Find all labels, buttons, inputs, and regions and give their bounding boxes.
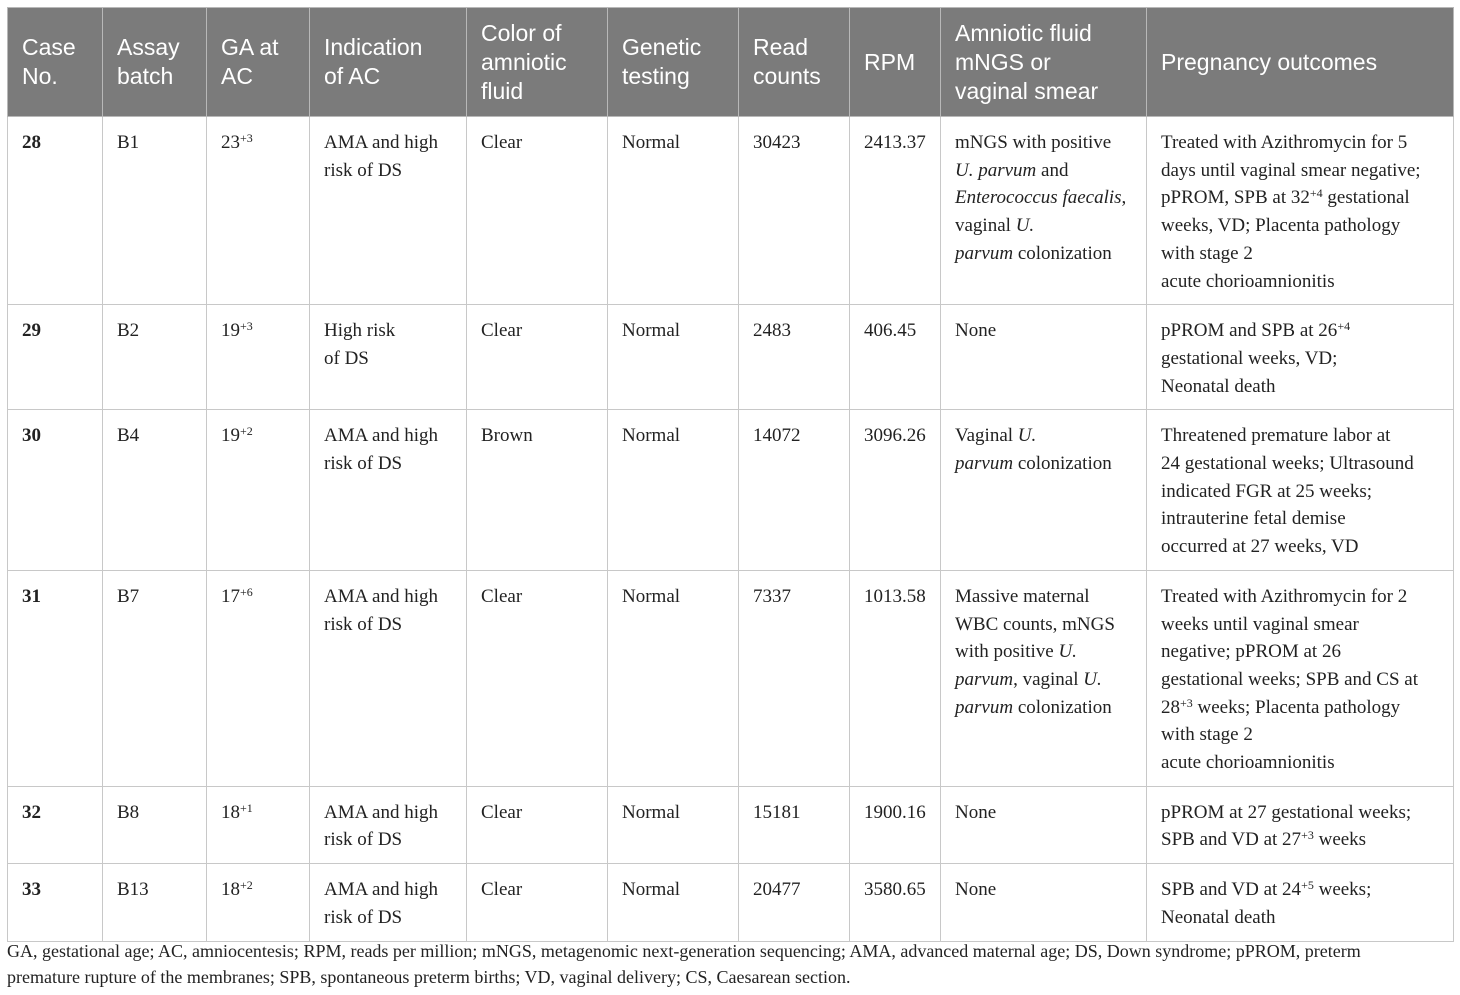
- column-header-line: Genetic: [622, 34, 702, 60]
- indication-line: AMA and high: [324, 801, 438, 823]
- italic-text: U. parvum: [955, 159, 1037, 181]
- pregnancy-outcome-cell: [1147, 117, 1454, 305]
- table-row: [8, 117, 1454, 305]
- assay-batch: B1: [117, 132, 140, 153]
- column-header: [1147, 8, 1454, 117]
- column-header-line: Color of: [481, 19, 562, 46]
- rpm-value: 3580.65: [864, 879, 926, 901]
- ga-cell: [207, 117, 310, 305]
- case-number-cell: [8, 117, 103, 305]
- table-container: [7, 7, 1453, 942]
- cell-text: negative; pPROM at 26: [1161, 641, 1341, 663]
- column-header-line: RPM: [864, 48, 916, 75]
- indication-line: High risk: [324, 320, 396, 342]
- fluid-color-cell: [467, 117, 608, 305]
- ga-days: +3: [240, 319, 253, 334]
- cell-text: intrauterine fetal demise: [1161, 508, 1346, 530]
- cell-line: [955, 666, 1140, 694]
- table-row: [8, 786, 1454, 863]
- case-number-cell: [8, 410, 103, 571]
- column-header: [608, 8, 739, 117]
- cell-line: [1161, 184, 1447, 212]
- ga-cell: [207, 410, 310, 571]
- read-counts: 7337: [753, 585, 791, 607]
- superscript: +4: [1309, 186, 1323, 201]
- cell-line: [1161, 212, 1447, 240]
- column-header-line: Case: [22, 34, 76, 60]
- indication-line: risk of DS: [324, 453, 403, 475]
- cell-text: Treated with Azithromycin for 2: [1161, 585, 1408, 607]
- cell-line: [955, 422, 1140, 450]
- cell-text: None: [955, 801, 997, 823]
- ga-weeks: 19: [221, 425, 240, 447]
- indication-line: AMA and high: [324, 132, 438, 153]
- cell-text: SPB and VD at 24: [1161, 879, 1302, 901]
- cell-text: gestational weeks; SPB and CS at: [1161, 668, 1419, 690]
- italic-text: parvum: [955, 453, 1014, 475]
- rpm-cell: [850, 410, 941, 571]
- read-counts-cell: [739, 570, 850, 786]
- ga-days: +2: [240, 878, 253, 893]
- assay-batch: B8: [117, 801, 140, 823]
- assay-batch-cell: [103, 864, 207, 941]
- mngs-cell: [941, 410, 1147, 571]
- cell-text: with stage 2: [1161, 242, 1253, 264]
- table-body: [8, 117, 1454, 942]
- case-number: 29: [22, 320, 41, 342]
- cell-text: gestational: [1322, 187, 1410, 209]
- genetic-testing-cell: [608, 305, 739, 410]
- cell-line: [1161, 268, 1447, 296]
- cell-line: [1161, 240, 1447, 268]
- cell-text: indicated FGR at 25 weeks;: [1161, 480, 1373, 502]
- read-counts-cell: [739, 410, 850, 571]
- column-header-line: Indication: [324, 34, 423, 60]
- cell-line: [955, 240, 1140, 268]
- column-header-line: testing: [622, 63, 690, 89]
- footnote-line: premature rupture of the membranes; SPB, spontaneous preterm births; VD, vaginal delivery; CS, Caesarean section.: [7, 967, 851, 987]
- ga-weeks: 18: [221, 801, 240, 823]
- read-counts: 20477: [753, 879, 801, 901]
- cell-line: [1161, 129, 1447, 157]
- indication-line: AMA and high: [324, 425, 438, 447]
- genetic-testing: Normal: [622, 320, 681, 342]
- indication-cell: [310, 864, 467, 941]
- cell-text: with stage 2: [1161, 724, 1253, 746]
- italic-text: parvum: [955, 242, 1014, 264]
- case-number-cell: [8, 570, 103, 786]
- header-row: [8, 8, 1454, 117]
- rpm-value: 1900.16: [864, 801, 926, 823]
- cell-text: 24 gestational weeks; Ultrasound: [1161, 453, 1414, 475]
- ga-days: +6: [240, 584, 253, 599]
- indication-cell: [310, 305, 467, 410]
- italic-text: U.: [1017, 425, 1037, 447]
- mngs-cell: [941, 864, 1147, 941]
- read-counts: 14072: [753, 425, 801, 447]
- italic-text: U.: [1015, 215, 1035, 237]
- pregnancy-outcome-cell: [1147, 864, 1454, 941]
- genetic-testing: Normal: [622, 425, 681, 447]
- column-header: [467, 8, 608, 117]
- ga-days: +2: [240, 424, 253, 439]
- table-footnote: [7, 938, 1453, 990]
- assay-batch: B7: [117, 585, 140, 607]
- cell-text: ,: [1121, 187, 1127, 209]
- cell-line: [955, 317, 1140, 345]
- cell-text: Neonatal death: [1161, 906, 1276, 928]
- rpm-cell: [850, 117, 941, 305]
- rpm-cell: [850, 570, 941, 786]
- cell-text: vaginal: [955, 215, 1016, 237]
- column-header-line: counts: [753, 63, 821, 89]
- ga-weeks: 18: [221, 879, 240, 901]
- column-header-line: mNGS or: [955, 48, 1051, 75]
- ga-days: +3: [240, 131, 253, 145]
- indication-line: of DS: [324, 347, 369, 369]
- cell-text: , vaginal: [1013, 668, 1084, 690]
- assay-batch-cell: [103, 570, 207, 786]
- fluid-color: Clear: [481, 879, 523, 901]
- italic-text: U.: [1058, 641, 1077, 663]
- cell-line: [1161, 876, 1447, 904]
- case-number: 33: [22, 879, 41, 901]
- read-counts: 2483: [753, 320, 791, 342]
- ga-cell: [207, 570, 310, 786]
- cell-line: [1161, 666, 1447, 694]
- column-header-line: No.: [22, 63, 58, 89]
- fluid-color: Clear: [481, 801, 523, 823]
- fluid-color-cell: [467, 305, 608, 410]
- superscript: +3: [1301, 828, 1314, 843]
- rpm-cell: [850, 786, 941, 863]
- cell-text: gestational weeks, VD;: [1161, 347, 1338, 369]
- cell-line: [1161, 317, 1447, 345]
- genetic-testing: Normal: [622, 801, 681, 823]
- cell-text: 28: [1161, 696, 1180, 718]
- column-header-line: Assay: [117, 34, 180, 60]
- cell-line: [955, 611, 1140, 639]
- cell-line: [1161, 583, 1447, 611]
- cell-line: [955, 184, 1140, 212]
- cell-text: None: [955, 879, 997, 901]
- table-row: [8, 305, 1454, 410]
- footnote-line: GA, gestational age; AC, amniocentesis; RPM, reads per million; mNGS, metagenomic next-generation sequencing; AMA, advanced maternal age; DS, Down syndrome; pPROM, preterm: [7, 941, 1361, 961]
- ga-cell: [207, 864, 310, 941]
- pregnancy-outcome-cell: [1147, 570, 1454, 786]
- cell-line: [955, 583, 1140, 611]
- cell-text: Threatened premature labor at: [1161, 425, 1391, 447]
- genetic-testing-cell: [608, 570, 739, 786]
- cell-line: [1161, 478, 1447, 506]
- cell-text: colonization: [1013, 453, 1112, 475]
- genetic-testing-cell: [608, 864, 739, 941]
- column-header: [8, 8, 103, 117]
- case-number: 32: [22, 801, 41, 823]
- cell-line: [1161, 749, 1447, 777]
- indication-cell: [310, 410, 467, 571]
- cell-text: pPROM at 27 gestational weeks;: [1161, 801, 1412, 823]
- cell-line: [1161, 533, 1447, 561]
- indication-line: AMA and high: [324, 879, 438, 901]
- cell-line: [1161, 611, 1447, 639]
- pregnancy-outcome-cell: [1147, 786, 1454, 863]
- indication-cell: [310, 786, 467, 863]
- assay-batch-cell: [103, 305, 207, 410]
- cell-text: weeks;: [1313, 879, 1372, 901]
- read-counts-cell: [739, 117, 850, 305]
- cell-line: [1161, 799, 1447, 827]
- ga-weeks: 23: [221, 132, 240, 153]
- cell-line: [1161, 373, 1447, 401]
- cell-text: Vaginal: [955, 425, 1018, 447]
- rpm-value: 3096.26: [864, 425, 926, 447]
- read-counts: 30423: [753, 132, 801, 153]
- read-counts-cell: [739, 864, 850, 941]
- cell-line: [1161, 721, 1447, 749]
- cell-text: pPROM, SPB at 32: [1161, 187, 1310, 209]
- cell-text: Massive maternal: [955, 585, 1090, 607]
- superscript: +3: [1180, 695, 1193, 710]
- genetic-testing-cell: [608, 786, 739, 863]
- genetic-testing-cell: [608, 117, 739, 305]
- data-table: [7, 7, 1454, 942]
- column-header-line: amniotic: [481, 48, 567, 75]
- assay-batch: B2: [117, 320, 140, 342]
- assay-batch-cell: [103, 117, 207, 305]
- table-header: [8, 8, 1454, 117]
- ga-cell: [207, 786, 310, 863]
- cell-line: [1161, 904, 1447, 932]
- column-header-line: of AC: [324, 63, 381, 89]
- genetic-testing: Normal: [622, 132, 681, 153]
- cell-line: [955, 876, 1140, 904]
- genetic-testing: Normal: [622, 879, 681, 901]
- read-counts-cell: [739, 305, 850, 410]
- cell-text: WBC counts, mNGS: [955, 613, 1115, 635]
- rpm-cell: [850, 305, 941, 410]
- table-row: [8, 410, 1454, 571]
- mngs-cell: [941, 570, 1147, 786]
- cell-text: Neonatal death: [1161, 375, 1276, 397]
- fluid-color-cell: [467, 570, 608, 786]
- assay-batch: B13: [117, 879, 149, 901]
- column-header: [739, 8, 850, 117]
- cell-text: acute chorioamnionitis: [1161, 270, 1335, 292]
- assay-batch-cell: [103, 786, 207, 863]
- fluid-color: Brown: [481, 425, 533, 447]
- superscript: +4: [1337, 319, 1351, 334]
- case-number-cell: [8, 786, 103, 863]
- pregnancy-outcome-cell: [1147, 410, 1454, 571]
- cell-text: SPB and VD at 27: [1161, 829, 1302, 851]
- cell-text: None: [955, 320, 997, 342]
- case-number-cell: [8, 305, 103, 410]
- italic-text: U.: [1083, 668, 1102, 690]
- case-number-cell: [8, 864, 103, 941]
- cell-line: [955, 129, 1140, 157]
- assay-batch-cell: [103, 410, 207, 571]
- ga-cell: [207, 305, 310, 410]
- cell-text: acute chorioamnionitis: [1161, 752, 1335, 774]
- mngs-cell: [941, 117, 1147, 305]
- rpm-value: 406.45: [864, 320, 917, 342]
- pregnancy-outcome-cell: [1147, 305, 1454, 410]
- cell-text: and: [1036, 159, 1069, 181]
- case-number: 28: [22, 132, 41, 153]
- cell-text: weeks until vaginal smear: [1161, 613, 1359, 635]
- cell-line: [955, 212, 1140, 240]
- table-row: [8, 864, 1454, 941]
- column-header-line: fluid: [481, 77, 524, 104]
- cell-line: [1161, 345, 1447, 373]
- cell-line: [955, 638, 1140, 666]
- cell-text: mNGS with positive: [955, 132, 1112, 153]
- cell-text: occurred at 27 weeks, VD: [1161, 536, 1359, 558]
- indication-line: risk of DS: [324, 613, 403, 635]
- cell-line: [1161, 450, 1447, 478]
- superscript: +5: [1301, 878, 1314, 893]
- ga-days: +1: [240, 800, 253, 815]
- cell-line: [955, 694, 1140, 722]
- mngs-cell: [941, 786, 1147, 863]
- cell-text: weeks, VD; Placenta pathology: [1161, 215, 1401, 237]
- cell-line: [955, 157, 1140, 185]
- indication-cell: [310, 117, 467, 305]
- italic-text: parvum: [955, 696, 1014, 718]
- column-header: [850, 8, 941, 117]
- genetic-testing: Normal: [622, 585, 681, 607]
- cell-text: colonization: [1013, 696, 1112, 718]
- case-number: 30: [22, 425, 41, 447]
- column-header-line: GA at: [221, 34, 279, 60]
- cell-line: [955, 799, 1140, 827]
- cell-line: [1161, 505, 1447, 533]
- ga-weeks: 17: [221, 585, 240, 607]
- column-header: [103, 8, 207, 117]
- cell-text: with positive: [955, 641, 1059, 663]
- indication-cell: [310, 570, 467, 786]
- genetic-testing-cell: [608, 410, 739, 571]
- fluid-color-cell: [467, 410, 608, 571]
- cell-line: [1161, 422, 1447, 450]
- column-header-line: AC: [221, 63, 253, 89]
- cell-text: days until vaginal smear negative;: [1161, 159, 1421, 181]
- indication-line: AMA and high: [324, 585, 438, 607]
- fluid-color: Clear: [481, 320, 523, 342]
- rpm-cell: [850, 864, 941, 941]
- fluid-color-cell: [467, 786, 608, 863]
- column-header-line: vaginal smear: [955, 77, 1099, 104]
- rpm-value: 1013.58: [864, 585, 926, 607]
- column-header: [207, 8, 310, 117]
- italic-text: parvum: [955, 668, 1014, 690]
- indication-line: risk of DS: [324, 159, 403, 181]
- fluid-color-cell: [467, 864, 608, 941]
- cell-text: weeks: [1313, 829, 1367, 851]
- cell-line: [1161, 694, 1447, 722]
- cell-text: Treated with Azithromycin for 5: [1161, 132, 1408, 153]
- column-header-line: Amniotic fluid: [955, 19, 1092, 46]
- column-header: [941, 8, 1147, 117]
- cell-text: pPROM and SPB at 26: [1161, 320, 1338, 342]
- cell-line: [1161, 826, 1447, 854]
- fluid-color: Clear: [481, 132, 523, 153]
- table-row: [8, 570, 1454, 786]
- column-header-line: batch: [117, 63, 174, 89]
- read-counts-cell: [739, 786, 850, 863]
- cell-text: weeks; Placenta pathology: [1192, 696, 1401, 718]
- column-header: [310, 8, 467, 117]
- cell-line: [1161, 157, 1447, 185]
- rpm-value: 2413.37: [864, 132, 926, 153]
- mngs-cell: [941, 305, 1147, 410]
- column-header-line: Read: [753, 34, 808, 60]
- italic-text: Enterococcus faecalis: [955, 187, 1122, 209]
- cell-line: [1161, 638, 1447, 666]
- indication-line: risk of DS: [324, 906, 403, 928]
- case-number: 31: [22, 585, 41, 607]
- cell-text: colonization: [1013, 242, 1112, 264]
- indication-line: risk of DS: [324, 829, 403, 851]
- column-header-line: Pregnancy outcomes: [1161, 48, 1378, 75]
- read-counts: 15181: [753, 801, 801, 823]
- assay-batch: B4: [117, 425, 140, 447]
- ga-weeks: 19: [221, 320, 240, 342]
- cell-line: [955, 450, 1140, 478]
- fluid-color: Clear: [481, 585, 523, 607]
